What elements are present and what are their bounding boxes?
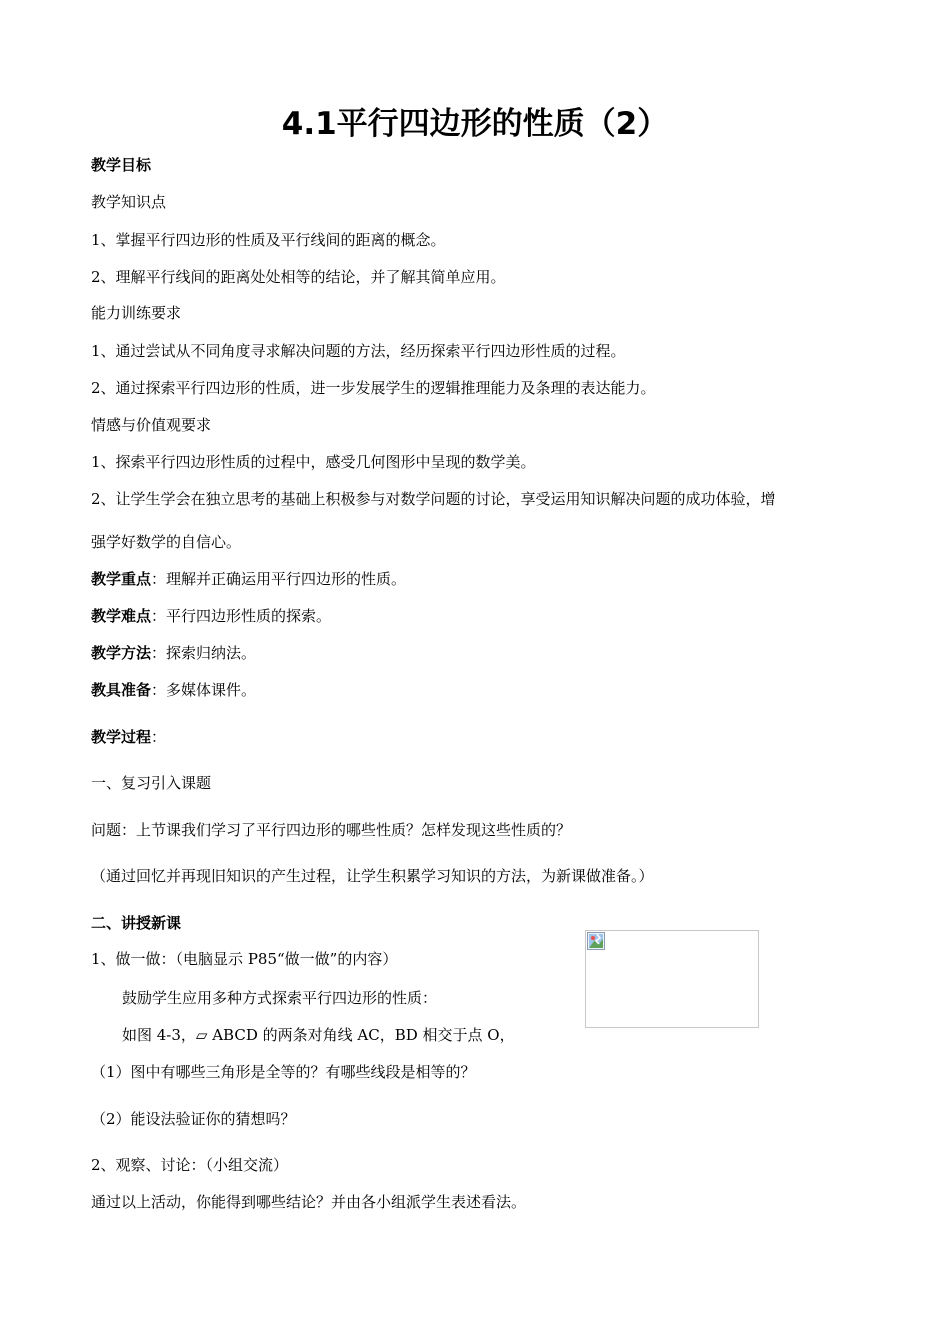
conclusion-text: 通过以上活动，你能得到哪些结论？并由各小组派学生表述看法。 bbox=[91, 1193, 527, 1211]
question-1: （1）图中有哪些三角形是全等的？有哪些线段是相等的？ bbox=[91, 1063, 476, 1081]
encourage-text: 鼓励学生应用多种方式探索平行四边形的性质： bbox=[122, 989, 438, 1007]
focus-text: ：理解并正确运用平行四边形的性质。 bbox=[151, 570, 407, 588]
process-heading-colon: ： bbox=[151, 728, 167, 746]
tools-label: 教具准备 bbox=[91, 681, 152, 699]
process-heading bbox=[91, 727, 166, 747]
knowledge-heading: 教学知识点 bbox=[91, 193, 167, 211]
method-text: ：探索归纳法。 bbox=[151, 644, 257, 662]
question-2: （2）能设法验证你的猜想吗？ bbox=[91, 1110, 296, 1128]
difficulty-label: 教学难点 bbox=[91, 607, 152, 625]
objectives-heading: 教学目标 bbox=[91, 156, 152, 174]
section2-title: 二、讲授新课 bbox=[91, 914, 182, 932]
ability-item-1: 1、通过尝试从不同角度寻求解决问题的方法，经历探索平行四边形性质的过程。 bbox=[91, 342, 626, 360]
emotion-heading: 情感与价值观要求 bbox=[91, 416, 212, 434]
knowledge-item-1: 1、掌握平行四边形的性质及平行线间的距离的概念。 bbox=[91, 231, 446, 249]
focus-label: 教学重点 bbox=[91, 570, 152, 588]
activity-item-1: 1、做一做：（电脑显示 P85“做一做”的内容） bbox=[91, 950, 398, 968]
figure-text: 如图 4-3，▱ ABCD 的两条对角线 AC，BD 相交于点 O， bbox=[122, 1026, 515, 1044]
knowledge-item-2: 2、理解平行线间的距离处处相等的结论，并了解其简单应用。 bbox=[91, 268, 506, 286]
process-heading-label: 教学过程 bbox=[91, 728, 152, 746]
ability-heading: 能力训练要求 bbox=[91, 304, 182, 322]
emotion-item-1: 1、探索平行四边形性质的过程中，感受几何图形中呈现的数学美。 bbox=[91, 453, 536, 471]
review-note: （通过回忆并再现旧知识的产生过程，让学生积累学习知识的方法，为新课做准备。） bbox=[91, 867, 654, 885]
teaching-focus bbox=[91, 569, 406, 589]
teaching-difficulty bbox=[91, 606, 331, 626]
emotion-item-2: 2、让学生学会在独立思考的基础上积极参与对数学问题的讨论，享受运用知识解决问题的成功体验，增 bbox=[91, 490, 776, 508]
review-question: 问题：上节课我们学习了平行四边形的哪些性质？怎样发现这些性质的？ bbox=[91, 821, 572, 839]
section1-title: 一、复习引入课题 bbox=[91, 774, 212, 792]
difficulty-text: ：平行四边形性质的探索。 bbox=[151, 607, 332, 625]
figure-image-placeholder bbox=[585, 930, 759, 1028]
teaching-method bbox=[91, 643, 256, 663]
method-label: 教学方法 bbox=[91, 644, 152, 662]
tools-text: ：多媒体课件。 bbox=[151, 681, 257, 699]
emotion-item-2-cont: 强学好数学的自信心。 bbox=[91, 533, 242, 551]
ability-item-2: 2、通过探索平行四边形的性质，进一步发展学生的逻辑推理能力及条理的表达能力。 bbox=[91, 379, 656, 397]
page-title: 4.1平行四边形的性质（2） bbox=[281, 106, 669, 142]
broken-image-icon bbox=[587, 932, 605, 950]
activity-item-2: 2、观察、讨论：（小组交流） bbox=[91, 1156, 289, 1174]
teaching-tools bbox=[91, 680, 256, 700]
